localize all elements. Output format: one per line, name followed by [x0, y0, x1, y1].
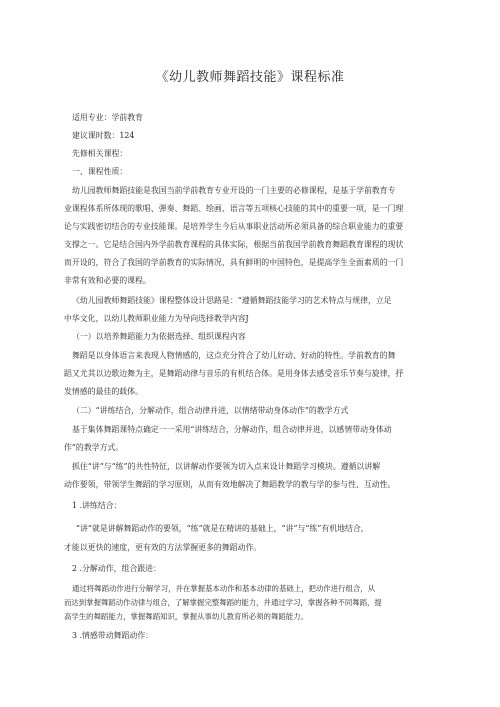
- paragraph-line: 基于集体舞蹈课特点确定一一采用“讲练结合，分解动作，组合动律并进，以感情带动身体动: [72, 425, 392, 434]
- paragraph-line: 业课程体系所体现的歌唱、弹奏、舞蹈、绘画、语言等五项核心技能的其中的重要一项，是一门理: [64, 204, 404, 213]
- paragraph-line: “讲”就是讲解舞蹈动作的要领，“练”就是在精讲的基础上，“讲”与“练”有机地结合，: [76, 524, 369, 533]
- item-heading-1: 1 .讲练结合：: [72, 501, 122, 510]
- paragraph-line: 支撑之一。它是结合国内外学前教育课程的具体实际，根据当前我国学前教育舞蹈教育课程的现状: [64, 240, 404, 249]
- paragraph-line: 作”的教学方式。: [64, 443, 124, 452]
- paragraph-line: 而达到掌握舞蹈动作动律与组合，了解掌握完整舞蹈的能力，并通过学习，掌握各种不同舞蹈，提: [64, 598, 382, 607]
- paragraph-line: 而开设的，符合了我国的学前教育的实际情况，具有鲜明的中国特色，是提高学生全面素质的一门: [64, 258, 404, 267]
- section-heading-course-nature: 一、课程性质：: [72, 167, 128, 176]
- paragraph-line: 才能以更快的速度，更有效的方法掌握更多的舞蹈动作。: [64, 543, 262, 552]
- subheading-teaching-method: （二）“讲练结合，分解动作，组合动律并进，以情绪带动身体动作”的教学方式: [72, 406, 349, 415]
- subheading-content-selection: （一）以培养舞蹈能力为依据选择、组织课程内容: [72, 332, 246, 341]
- paragraph-line: 舞蹈是以身体语言来表现人物情感的，这点充分符合了幼儿好动、好动的特性。学前教育的舞: [72, 351, 396, 360]
- paragraph-line: 动作要领，带领学生舞蹈的学习原则，从而有效地解决了舞蹈教学的教与学的参与性、互动性。: [64, 480, 396, 489]
- paragraph-line: 发情感的最佳的载体。: [64, 387, 143, 396]
- meta-major: 适用专业：学前教育: [72, 113, 144, 122]
- paragraph-line: 《幼儿园教师舞蹈技能》课程整体设计思路是：“遵循舞蹈技能学习的艺术特点与规律，立足: [72, 296, 392, 305]
- document-title: 《幼儿教师舞蹈技能》课程标准: [155, 70, 345, 85]
- paragraph-line: 高学生的舞蹈能力，掌握舞蹈知识，掌握从事幼儿教育所必须的舞蹈能力。: [64, 612, 308, 621]
- paragraph-line: 幼儿园教师舞蹈技能是我国当前学前教育专业开设的一门主要的必修课程，是基于学前教育专: [72, 186, 396, 195]
- item-heading-2: 2 .分解动作，组合跟进：: [72, 564, 161, 573]
- paragraph-line: 蹈又尤其以边歌边舞为主，是舞蹈动律与音乐的有机结合体。是用身体去感受音乐节奏与旋律，抒: [64, 369, 404, 378]
- meta-prerequisites: 先修相关课程：: [72, 149, 128, 158]
- paragraph-line: 非常有效和必要的课程。: [64, 276, 151, 285]
- item-heading-3: 3 .情感带动舞蹈动作：: [72, 631, 154, 640]
- paragraph-line: 抓住“讲”与“练”的共性特征，以讲解动作要领为切入点来设计舞蹈学习模块。遵循以讲解: [72, 462, 381, 471]
- meta-hours: 建议课时数：124: [72, 131, 135, 140]
- paragraph-line: 通过将舞蹈动作进行分解学习，并在掌握基本动作和基本动律的基础上，把动作进行组合，从: [72, 584, 376, 593]
- paragraph-line: 论与实践密切结合的专业技能课。是培养学生今后从事职业活动所必须具备的综合职业能力的重要: [64, 222, 404, 231]
- paragraph-line: 中华文化，以幼儿教师职业能力为导向选择教学内容J: [64, 314, 249, 323]
